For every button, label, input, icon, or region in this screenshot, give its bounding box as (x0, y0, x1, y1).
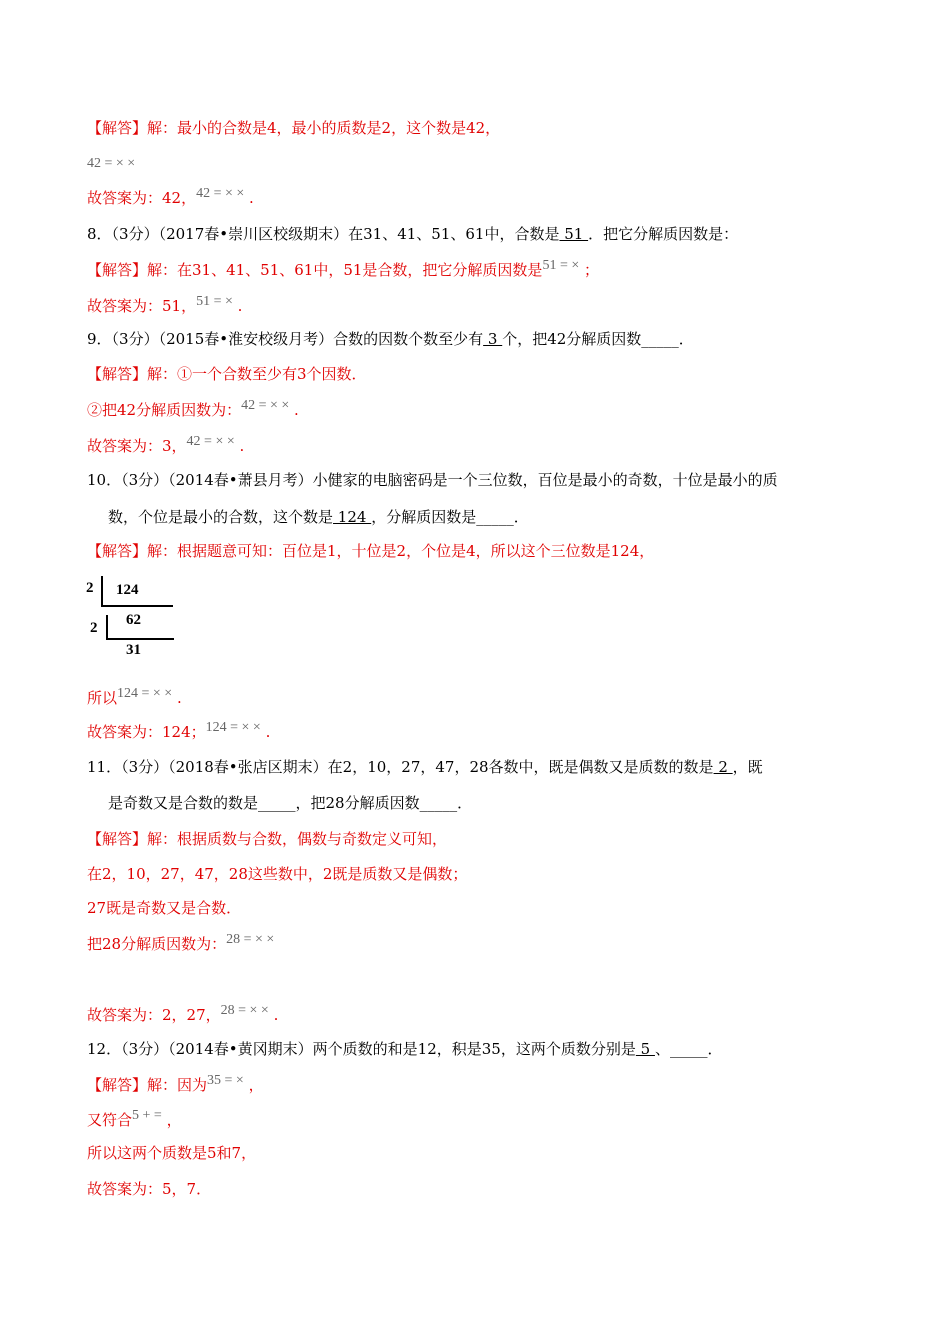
divisor-2: 2 (90, 620, 98, 636)
question-9: 9．（3分）（2015春•淮安校级月考）合数的因数个数至少有 3 个，把42分解质因数_____． (87, 330, 694, 348)
question-11-cont: 是奇数又是合数的数是_____，把28分解质因数_____． (108, 794, 473, 812)
answer-line: 所以这两个质数是5和7， (87, 1144, 257, 1162)
question-10: 10．（3分）（2014春•萧县月考）小健家的电脑密码是一个三位数，百位是最小的奇数，十位是最小的质 (87, 471, 778, 489)
answer-line: 【解答】解：最小的合数是4，最小的质数是2，这个数是42， (87, 119, 501, 137)
dividend-1: 124 (116, 582, 139, 598)
answer-line: 故答案为：124；124 = × × . (87, 720, 271, 741)
answer-line: ②把42分解质因数为：42 = × × . (87, 398, 299, 419)
answer-line: 【解答】解：在31、41、51、61中，51是合数，把它分解质因数是51 = × ； (87, 258, 600, 279)
answer-line: 把28分解质因数为：28 = × × (87, 932, 275, 953)
question-12: 12．（3分）（2014春•黄冈期末）两个质数的和是12，积是35，这两个质数分别是 5 、_____． (87, 1040, 723, 1058)
answer-line: 又符合5 + = ， (87, 1108, 182, 1129)
answer-line: 故答案为：3，42 = × × . (87, 434, 245, 455)
answer-line: 故答案为：2，27，28 = × × . (87, 1003, 279, 1024)
dividend-2: 62 (126, 612, 141, 628)
answer-line: 所以124 = × × . (87, 686, 182, 707)
answer-line: 【解答】解：①一个合数至少有3个因数． (87, 365, 367, 383)
answer-line: 27既是奇数又是合数． (87, 899, 242, 917)
answer-line: 【解答】解：因为35 = × ， (87, 1073, 264, 1094)
formula-line: 42 = × × (87, 156, 136, 171)
question-8: 8．（3分）（2017春•崇川区校级期末）在31、41、51、61中，合数是 51 ．把它分解质因数是： (87, 225, 739, 243)
answer-line: 故答案为：5，7． (87, 1180, 212, 1198)
answer-line: 在2，10，27，47，28这些数中，2既是质数又是偶数； (87, 865, 468, 883)
answer-line: 【解答】解：根据题意可知：百位是1，十位是2，个位是4，所以这个三位数是124， (87, 542, 655, 560)
divisor-1: 2 (86, 580, 94, 596)
question-11: 11．（3分）（2018春•张店区期末）在2，10，27，47，28各数中，既是偶数又是质数的数是 2 ，既 (87, 758, 763, 776)
question-10-cont: 数，个位是最小的合数，这个数是 124 ，分解质因数是_____． (108, 508, 529, 526)
answer-line: 故答案为：42，42 = × × . (87, 186, 254, 207)
answer-line: 故答案为：51，51 = × . (87, 294, 243, 315)
answer-line: 【解答】解：根据质数与合数，偶数与奇数定义可知， (87, 830, 448, 848)
quotient: 31 (126, 642, 141, 658)
